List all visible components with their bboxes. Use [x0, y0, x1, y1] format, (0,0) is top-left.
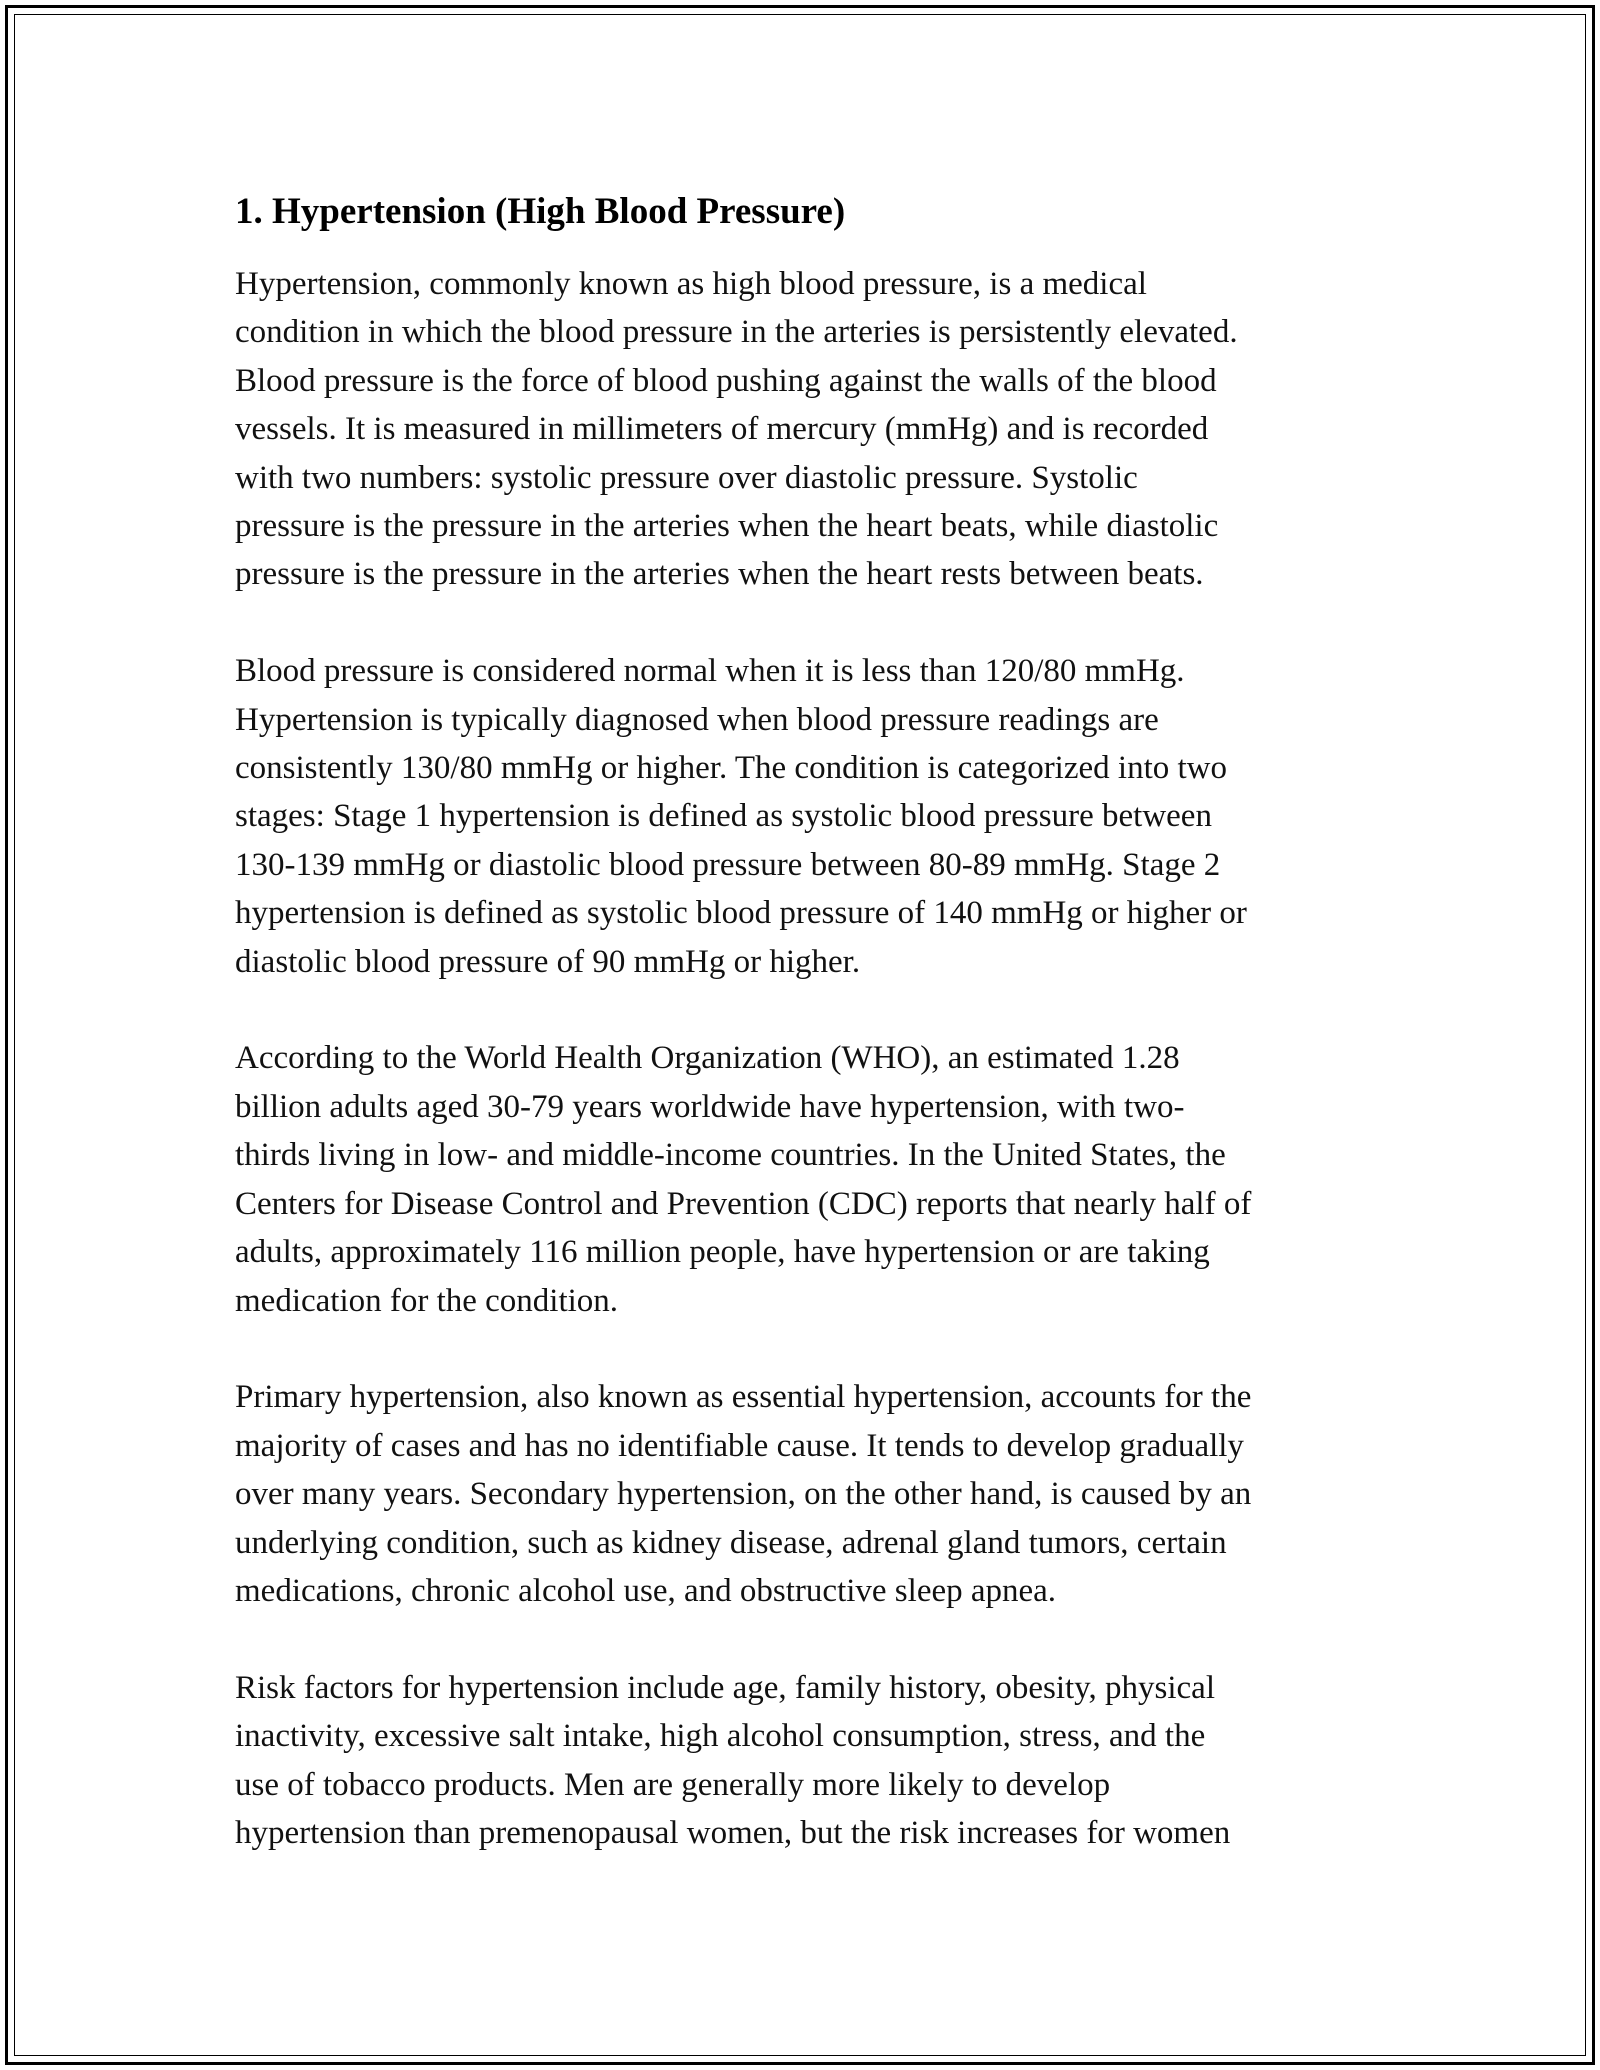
text-line: adults, approximately 116 million people, have hypertension or are taking — [235, 1234, 1210, 1271]
text-line: Primary hypertension, also known as essential hypertension, accounts for the — [235, 1379, 1252, 1416]
text-line: Centers for Disease Control and Prevention (CDC) reports that nearly half of — [235, 1185, 1252, 1222]
section-heading: 1. Hypertension (High Blood Pressure) — [235, 191, 846, 232]
text-line: majority of cases and has no identifiable cause. It tends to develop gradually — [235, 1427, 1244, 1464]
text-line: Blood pressure is considered normal when it is less than 120/80 mmHg. — [235, 653, 1185, 690]
text-line: Risk factors for hypertension include age, family history, obesity, physical — [235, 1669, 1215, 1706]
text-line: underlying condition, such as kidney disease, adrenal gland tumors, certain — [235, 1524, 1227, 1561]
text-line: vessels. It is measured in millimeters of mercury (mmHg) and is recorded — [235, 411, 1209, 448]
paragraph-diagnosis — [235, 647, 1375, 986]
paragraph-definition — [235, 260, 1375, 599]
text-line: consistently 130/80 mmHg or higher. The condition is categorized into two — [235, 750, 1227, 787]
text-line: billion adults aged 30-79 years worldwide have hypertension, with two- — [235, 1088, 1185, 1125]
paragraph-risk-factors — [235, 1664, 1375, 1858]
text-line: inactivity, excessive salt intake, high alcohol consumption, stress, and the — [235, 1718, 1206, 1755]
text-line: pressure is the pressure in the arteries when the heart beats, while diastolic — [235, 508, 1219, 545]
text-line: use of tobacco products. Men are generally more likely to develop — [235, 1766, 1111, 1803]
text-line: hypertension than premenopausal women, but the risk increases for women — [235, 1814, 1231, 1851]
text-line: According to the World Health Organization (WHO), an estimated 1.28 — [235, 1040, 1180, 1077]
text-line: thirds living in low- and middle-income countries. In the United States, the — [235, 1137, 1226, 1174]
paragraph-types — [235, 1373, 1375, 1615]
text-line: diastolic blood pressure of 90 mmHg or higher. — [235, 943, 861, 980]
text-line: with two numbers: systolic pressure over diastolic pressure. Systolic — [235, 459, 1138, 496]
paragraph-prevalence — [235, 1034, 1375, 1324]
text-line: stages: Stage 1 hypertension is defined as systolic blood pressure between — [235, 798, 1212, 835]
document-body — [235, 187, 1375, 1906]
text-line: Blood pressure is the force of blood pushing against the walls of the blood — [235, 362, 1217, 399]
text-line: Hypertension, commonly known as high blood pressure, is a medical — [235, 266, 1147, 302]
text-line: 130-139 mmHg or diastolic blood pressure between 80-89 mmHg. Stage 2 — [235, 846, 1221, 883]
text-line: Hypertension is typically diagnosed when blood pressure readings are — [235, 701, 1159, 738]
text-line: medications, chronic alcohol use, and obstructive sleep apnea. — [235, 1572, 1057, 1609]
text-line: medication for the condition. — [235, 1282, 619, 1319]
text-line: condition in which the blood pressure in the arteries is persistently elevated. — [235, 314, 1238, 351]
text-line: hypertension is defined as systolic blood pressure of 140 mmHg or higher or — [235, 895, 1247, 932]
text-line: over many years. Secondary hypertension, on the other hand, is caused by an — [235, 1476, 1252, 1513]
text-line: pressure is the pressure in the arteries when the heart rests between beats. — [235, 556, 1204, 593]
